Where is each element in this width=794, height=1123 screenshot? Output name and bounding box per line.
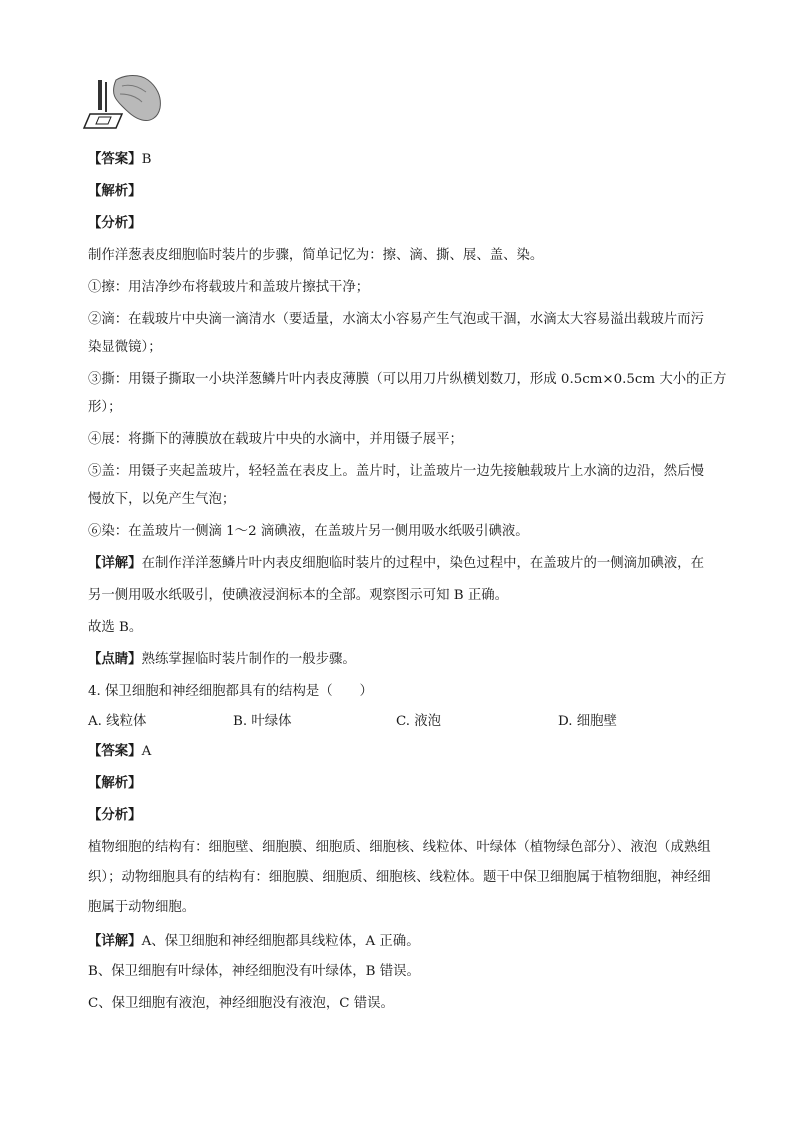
q4-stem: 4. 保卫细胞和神经细胞都具有的结构是（ ）	[88, 684, 373, 699]
q3-fenxi-line: ⑥染：在盖玻片一侧滴 1～2 滴碘液，在盖玻片另一侧用吸水纸吸引碘液。	[88, 524, 529, 539]
q3-fenxi-line: 染显微镜）；	[88, 340, 162, 355]
xiangjie-label: 【详解】	[88, 934, 142, 949]
answer-label: 【答案】	[88, 152, 142, 167]
q4-xiangjie-line: C、保卫细胞有液泡，神经细胞没有液泡，C 错误。	[88, 996, 394, 1011]
q3-fenxi-label: 【分析】	[88, 216, 142, 231]
q4-option-a: A. 线粒体	[88, 714, 147, 729]
q3-dianjing-line: 【点睛】熟练掌握临时装片制作的一般步骤。	[88, 652, 356, 667]
answer-value: B	[141, 152, 152, 167]
q3-fenxi-line: ③撕：用镊子撕取一小块洋葱鳞片叶内表皮薄膜（可以用刀片纵横划数刀，形成 0.5cm×0.5cm 大小的正方	[88, 372, 727, 387]
q3-fenxi-line: 形）；	[88, 400, 122, 415]
q3-fenxi-line: ④展：将撕下的薄膜放在载玻片中央的水滴中，并用镊子展平；	[88, 432, 463, 447]
q3-conclusion: 故选 B。	[88, 620, 143, 635]
dropper-staining-figure	[76, 72, 166, 134]
q3-answer-line	[88, 150, 728, 170]
q4-answer-line	[88, 742, 728, 762]
q3-fenxi-line: ①擦：用洁净纱布将载玻片和盖玻片擦拭干净；	[88, 280, 370, 295]
q3-xiangjie-line: 【详解】在制作洋洋葱鳞片叶内表皮细胞临时装片的过程中，染色过程中，在盖玻片的一侧滴加碘液，在	[88, 556, 704, 571]
q4-jiexi-label: 【解析】	[88, 776, 142, 791]
q3-fenxi-line: ⑤盖：用镊子夹起盖玻片，轻轻盖在表皮上。盖片时，让盖玻片一边先接触载玻片上水滴的边沿，然后慢	[88, 464, 704, 479]
q4-xiangjie-line: B、保卫细胞有叶绿体，神经细胞没有叶绿体，B 错误。	[88, 964, 420, 979]
answer-label: 【答案】	[88, 744, 142, 759]
q3-fenxi-line: 慢放下，以免产生气泡；	[88, 492, 236, 507]
q4-fenxi-label: 【分析】	[88, 808, 142, 823]
q4-option-c: C. 液泡	[396, 714, 442, 729]
q4-xiangjie-line: 【详解】A、保卫细胞和神经细胞都具线粒体，A 正确。	[88, 934, 420, 949]
q4-fenxi-line: 胞属于动物细胞。	[88, 900, 196, 915]
q3-fenxi-line: 制作洋葱表皮细胞临时装片的步骤，简单记忆为：擦、滴、撕、展、盖、染。	[88, 248, 544, 263]
xiangjie-label: 【详解】	[88, 556, 142, 571]
q4-option-b: B. 叶绿体	[233, 714, 292, 729]
q4-fenxi-line: 织）；动物细胞具有的结构有：细胞膜、细胞质、细胞核、线粒体。题干中保卫细胞属于植物细胞，神经细	[88, 870, 711, 885]
q3-jiexi-label: 【解析】	[88, 184, 142, 199]
q3-fenxi-line: ②滴：在载玻片中央滴一滴清水（要适量，水滴太小容易产生气泡或干涸，水滴太大容易溢出载玻片而污	[88, 312, 704, 327]
q4-fenxi-line: 植物细胞的结构有：细胞壁、细胞膜、细胞质、细胞核、线粒体、叶绿体（植物绿色部分）、液泡（成熟组	[88, 840, 711, 855]
dianjing-label: 【点睛】	[88, 652, 142, 667]
answer-value: A	[141, 744, 152, 759]
q3-xiangjie-line: 另一侧用吸水纸吸引，使碘液浸润标本的全部。观察图示可知 B 正确。	[88, 588, 509, 603]
q4-option-d: D. 细胞壁	[558, 714, 617, 729]
